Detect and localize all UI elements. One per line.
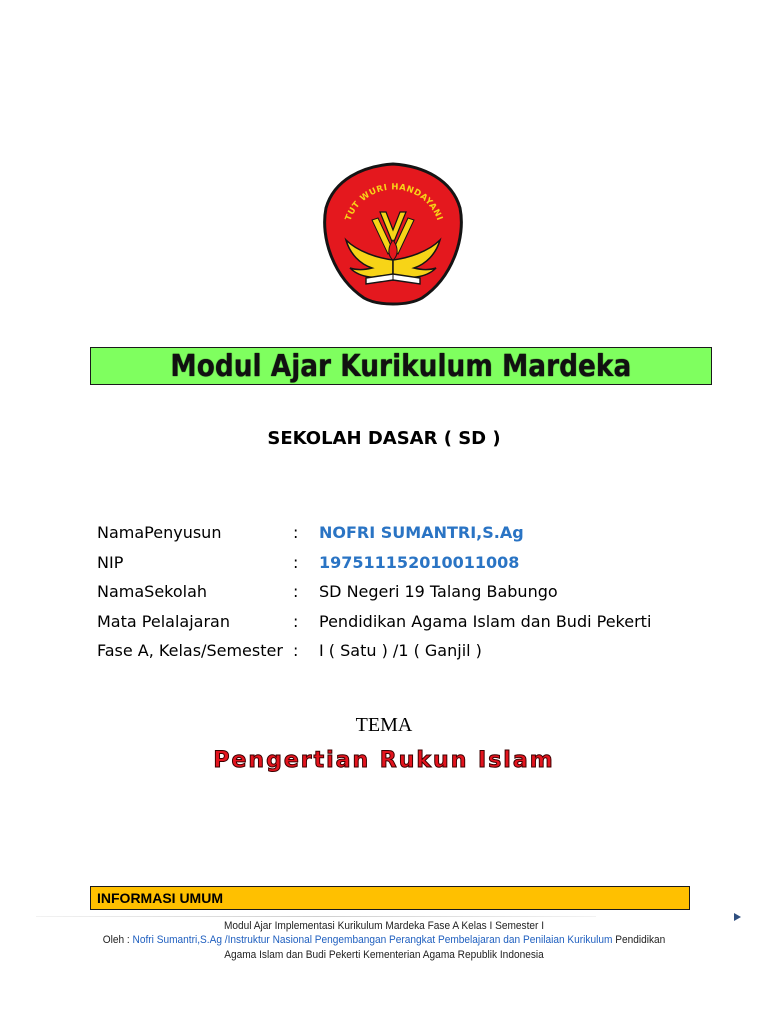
info-row-nip — [97, 548, 651, 578]
info-label: Fase A, Kelas/Semester — [97, 641, 283, 661]
info-row-author — [97, 518, 651, 548]
school-level-heading: SEKOLAH DASAR ( SD ) — [267, 428, 501, 449]
logo-motto-text: TUT WURI HANDAYANI — [343, 182, 445, 223]
info-value-subject: Pendidikan Agama Islam dan Budi Pekerti — [319, 611, 652, 631]
footer-line-1: Modul Ajar Implementasi Kurikulum Mardeka Fase A Kelas I Semester I — [223, 920, 545, 932]
footer-author: Nofri Sumantri,S.Ag /Instruktur Nasional Pengembangan Perangkat Pembelajaran dan Penilaian Kurikulum — [132, 934, 613, 946]
info-row-school — [97, 577, 651, 607]
footer-line-3: Agama Islam dan Budi Pekerti Kementerian Agama Republik Indonesia — [224, 949, 544, 961]
info-colon: : — [293, 641, 299, 661]
info-label: NIP — [97, 552, 124, 572]
info-colon: : — [293, 582, 299, 602]
footer-line-2 — [31, 934, 738, 946]
info-value-school: SD Negeri 19 Talang Babungo — [319, 582, 558, 602]
info-label: Mata Pelalajaran — [97, 611, 230, 631]
info-value-nip: 197511152010011008 — [319, 552, 520, 572]
author-info-table — [97, 518, 651, 666]
theme-label: TEMA — [355, 714, 413, 736]
module-title: Modul Ajar Kurikulum Mardeka — [170, 348, 632, 384]
section-header-informasi-umum — [90, 886, 690, 910]
info-value-phase: I ( Satu ) /1 ( Ganjil ) — [319, 641, 482, 661]
info-label: NamaPenyusun — [97, 523, 222, 543]
module-title-box — [90, 347, 712, 385]
footer-prefix: Oleh : — [102, 934, 130, 946]
info-label: NamaSekolah — [97, 582, 208, 602]
section-header-text: INFORMASI UMUM — [97, 890, 223, 906]
info-colon: : — [293, 611, 299, 631]
info-colon: : — [293, 552, 299, 572]
info-row-phase — [97, 636, 651, 666]
tut-wuri-handayani-emblem-icon — [320, 160, 466, 308]
info-row-subject — [97, 607, 651, 637]
info-colon: : — [293, 523, 299, 543]
theme-title: Pengertian Rukun Islam — [213, 748, 555, 773]
footer-suffix: Pendidikan — [615, 934, 666, 946]
footer-divider — [36, 916, 596, 917]
info-value-author: NOFRI SUMANTRI,S.Ag — [319, 523, 524, 543]
